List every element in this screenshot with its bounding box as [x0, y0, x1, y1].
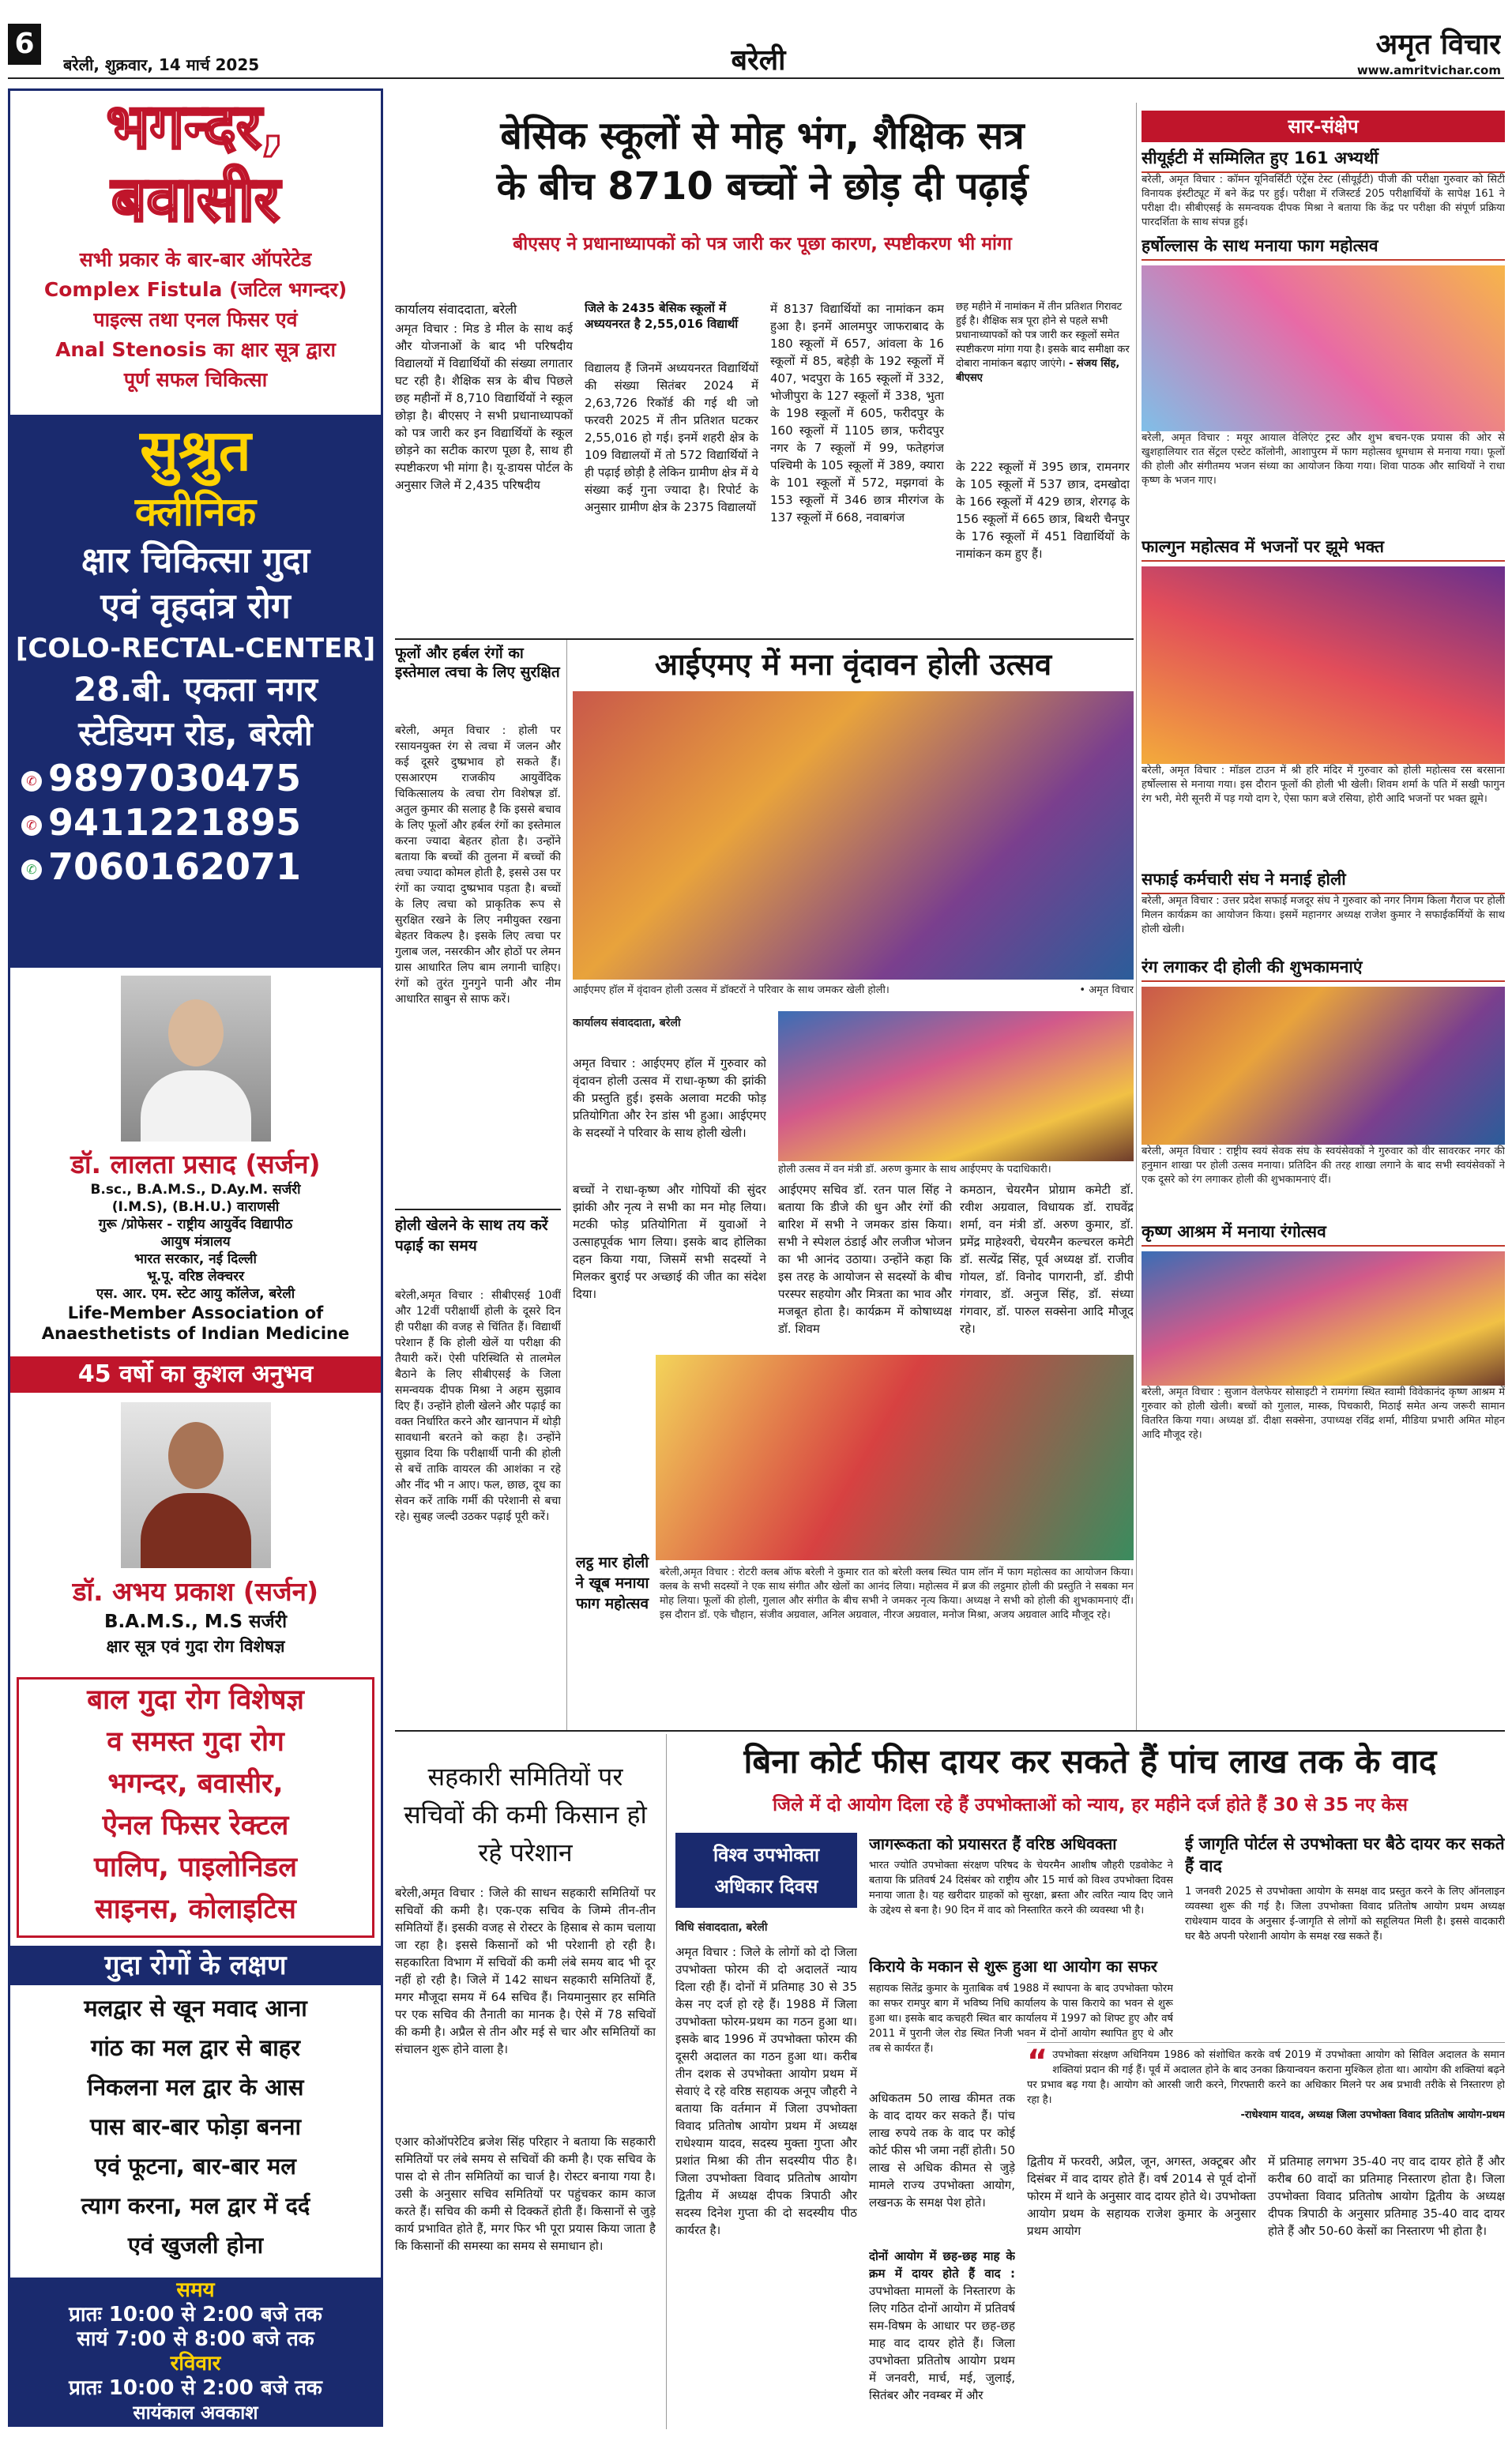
- lead-headline-line-1: बेसिक स्कूलों से मोह भंग, शैक्षिक सत्र: [500, 114, 1025, 158]
- symptoms-list: [10, 1988, 381, 2273]
- ima-photo-2-caption: होली उत्सव में वन मंत्री डॉ. अरुण कुमार के साथ आईएमए के पदाधिकारी।: [778, 1164, 1051, 1175]
- ad-title-2: बवासीर: [111, 164, 280, 235]
- doctor-2-info: [10, 1574, 381, 1669]
- doctor-1-qual-3: गुरू /प्रोफेसर - राष्ट्रीय आयुर्वेद विद्यापीठ: [98, 1217, 293, 1232]
- ima-col-3: कमठान, चेयरमैन प्रोग्राम कमेटी डॉ. रवीश अग्रवाल, विधायक डॉ. राघवेंद्र शर्मा, वन मंत्री डॉ. अरुण कुमार, डॉ. प्रमेंद्र माहेश्वरी, चेयरमैन कल्चरल कमेटी डॉ. सत्येंद्र सिंह, पूर्व अध्यक्ष डॉ. राजीव गोयल, डॉ. विनोद पागरानी, डॉ. डीपी गंगवार, डॉ. अनुज सिंह, डॉ. संध्या गंगवार, डॉ. पारुल सक्सेना आदि मौजूद रहे।: [960, 1183, 1134, 1336]
- specialist-line-5: पालिप, पाइलोनिडल: [94, 1852, 297, 1883]
- brief-6-text: बरेली, अमृत विचार : सुजान वेलफेयर सोसाइटी ने रामगंगा स्थित स्वामी विवेकानंद कृष्ण आश्रम में गुरुवार को होली खेली। बच्चों को गुलाल, मास्क, पिचकारी, मिठाई समेत अन्य जरूरी सामान वितरित किया गया। अध्यक्ष डॉ. दीक्षा सक्सेना, उपाध्यक्ष रविंद्र शर्मा, मीडिया प्रभारी अमित मोहन आदि मौजूद रहे।: [1142, 1386, 1505, 1441]
- shirt-shape: [141, 1493, 251, 1568]
- lead-headline-line-2: के बीच 8710 बच्चों ने छोड़ दी पढ़ाई: [496, 164, 1029, 209]
- lead-fact-box-1: जिले के 2435 बेसिक स्कूलों में अध्ययनरत है 2,55,016 विद्यार्थी: [585, 301, 739, 331]
- aware-headline: जागरूकता को प्रयासरत हैं वरिष्ठ अधिवक्ता: [869, 1834, 1117, 1853]
- consumer-quote-text: उपभोक्ता संरक्षण अधिनियम 1986 को संशोधित करके वर्ष 2019 में उपभोक्ता आयोग को सिविल अदालत के समान शक्तियां प्रदान की गई हैं। पूर्व में अदालत होने के बाद उनका क्रियान्वयन कराना मुश्किल होता था। आयोग की शक्तियां बढ़ने पर प्रभाव बढ़ गया है। आयोग को आरसी जारी करने, गिरफ्तारी करने का अधिकार मिलने पर अब प्रभावी तरीके से निस्तारण हो रहा है।: [1027, 2049, 1505, 2106]
- both-text: उपभोक्ता मामलों के निस्तारण के लिए गठित दोनों आयोग में प्रतिवर्ष सम-विषम के आधार पर छह-छह माह वाद दायर होते हैं। जिला उपभोक्ता प्रतितोष आयोग प्रथम में जनवरी, मार्च, मई, जुलाई, सितंबर और नवम्बर में और: [869, 2284, 1015, 2402]
- ima-photo-caption: आईएमए हॉल में वृंदावन होली उत्सव में डॉक्टरों ने परिवार के साथ जमकर खेली होली।: [573, 984, 890, 996]
- symptom-7: एवं खुजली होना: [127, 2232, 264, 2259]
- brief-5-headline: रंग लगाकर दी होली की शुभकामनाएं: [1142, 956, 1505, 982]
- exam-text: बरेली,अमृत विचार : सीबीएसई 10वीं और 12वीं परीक्षार्थी होली के दूसरे दिन ही परीक्षा की वजह से चिंतित हैं। विद्यार्थी परेशान हैं कि होली खेलें या परीक्षा की तैयारी करें। ऐसी परिस्थिति से तालमेल बैठाने के लिए सीबीएसई के जिला समन्वयक दीपक मिश्रा ने अहम सुझाव दिए हैं। उन्होंने होली खेलने और पढ़ाई का वक्त निर्धारित करने और खानपान में थोड़ी सावधानी बरतने को कहा है। उन्होंने सुझाव दिया कि परीक्षार्थी पानी की होली से बचें ताकि वायरल की आशंका न रहे और नींद भी न आए। फल, छाछ, दूध का सेवन करें ताकि गर्मी की परेशानी से बचा रहे। सुबह जल्दी उठकर पढ़ाई पूरी करें।: [395, 1289, 561, 1523]
- symptom-3: निकलना मल द्वार के आस: [87, 2074, 304, 2101]
- timing-title: समय: [176, 2278, 215, 2302]
- clinic-block: [10, 415, 381, 968]
- consumer-quote: [1027, 2042, 1505, 2149]
- ima-byline: कार्यालय संवाददाता, बरेली: [573, 1017, 681, 1029]
- brief-1-headline: सीयूईटी में सम्मिलित हुए 161 अभ्यर्थी: [1142, 147, 1505, 173]
- doctor-1-qual-9: Anaesthetists of Indian Medicine: [41, 1324, 350, 1343]
- symptom-6: त्याग करना, मल द्वार में दर्द: [81, 2192, 310, 2219]
- ad-title-1: भगन्दर,: [106, 92, 285, 163]
- lead-col-1: अमृत विचार : मिड डे मील के साथ कई और योजनाओं के बाद भी परिषदीय विद्यालयों में विद्यार्थियों की संख्या लगातार घट रही है। शैक्षिक सत्र के बीच पिछले छह महीनों में 8,710 विद्यार्थियों ने स्कूल छोड़ा है। बीएसए ने सभी प्रधानाध्यापकों को पत्र जारी कर इन विद्यार्थियों के स्कूल छोड़ने का सटीक कारण पूछा है, साथ ही स्पष्टीकरण भी मांगा है। यू-डायस पोर्टल के अनुसार जिले में 2,435 परिषदीय: [395, 322, 573, 492]
- sunday-label: रविवार: [170, 2352, 221, 2375]
- clinic-spec-3: [COLO-RECTAL-CENTER]: [15, 633, 376, 664]
- doctor-1-qual-7: एस. आर. एम. स्टेट आयु कॉलेज, बरेली: [96, 1286, 295, 1302]
- brand-logo: अमृत विचार: [1375, 28, 1501, 61]
- page-number: 6: [8, 24, 41, 65]
- consumer-col-2: अधिकतम 50 लाख कीमत तक के वाद दायर कर सकते हैं। पांच लाख रुपये तक के वाद पर कोई कोर्ट फीस भी जमा नहीं होती। 50 लाख से अधिक कीमत से जुड़े मामले राज्य उपभोक्ता आयोग, लखनऊ के समक्ष पेश होते।: [869, 2091, 1015, 2210]
- lathmar-text: बरेली,अमृत विचार : रोटरी क्लब ऑफ बरेली ने कुमार रात को बरेली क्लब स्थित पाम लॉन में फाग महोत्सव का आयोजन किया। क्लब के सभी सदस्यों ने एक साथ संगीत और खेलों का आनंद लिया। महोत्सव में ब्रज की लट्ठमार होली की प्रस्तुति ने सबका मन मोह लिया। फूलों की होली, गुलाल और संगीत के बीच सभी ने जमकर नृत्य किया। अध्यक्ष ने सभी को होली की शुभकामनाएं दीं। इस दौरान डॉ. एके चौहान, संजीव अग्रवाल, अनिल अग्रवाल, नीरज अग्रवाल, मनोज मिश्रा, अजय अग्रवाल आदि मौजूद रहे।: [660, 1567, 1134, 1621]
- service-line-5: पूर्ण सफल चिकित्सा: [123, 368, 268, 391]
- cooperative-text-2: एआर कोऑपरेटिव ब्रजेश सिंह परिहार ने बताया कि सहकारी समितियों पर लंबे समय से सचिवों की कमी है। एक सचिव के पास दो से तीन समितियों का चार्ज है। रोस्टर बनाया गया है। उसी के अनुसार सचिव समितियों पर पहुंचकर काम काज करते हैं। सचिव की कमी से दिक्कतें होती हैं। किसानों से जुड़े कार्य प्रभावित होते हैं, मगर फिर भी पूरा प्रयास किया जाता है कि किसानों की समस्या का समय से समाधान हो।: [395, 2135, 656, 2253]
- brief-5-photo: [1142, 987, 1505, 1145]
- specialist-line-6: साइनस, कोलाइटिस: [95, 1894, 296, 1925]
- lead-quote-sign: - संजय सिंह, बीएसए: [956, 358, 1120, 384]
- exam-headline: होली खेलने के साथ तय करें पढ़ाई का समय: [395, 1209, 561, 1280]
- portal-headline: ई जागृति पोर्टल से उपभोक्ता घर बैठे दायर कर सकते हैं वाद: [1185, 1834, 1505, 1875]
- phone-row-2: [10, 800, 381, 844]
- consumer-both-block: [869, 2248, 1015, 2425]
- clinic-address-2: स्टेडियम रोड, बरेली: [78, 714, 313, 753]
- timing-line-2: सायं 7:00 से 8:00 बजे तक: [77, 2327, 314, 2351]
- lead-col-4: के 222 स्कूलों में 395 छात्र, रामनगर के 105 स्कूलों में 537 छात्र, दमखोदा के 166 स्कूलों में 429 छात्र, शेरगढ़ के 156 स्कूलों में 665 छात्र, बिथरी चैनपुर के 176 स्कूलों में 451 विद्यार्थियों के नामांकन कम हुए हैं।: [956, 460, 1130, 561]
- aware-text: भारत ज्योति उपभोक्ता संरक्षण परिषद के चेयरमैन आशीष जौहरी एडवोकेट ने बताया कि प्रतिवर्ष 24 दिसंबर को राष्ट्रीय और 15 मार्च को विश्व उपभोक्ता दिवस मनाया जाता है। यह खरीदार ग्राहकों को सुरक्षा, ब्रस्ता और त्वरित न्याय दिए जाने के उद्देश्य से बना है। 90 दिन में वाद को निस्तारित करने की व्यवस्था भी है।: [869, 1860, 1173, 1917]
- specialist-line-2: व समस्त गुदा रोग: [107, 1726, 284, 1758]
- symptom-1: मलद्वार से खून मवाद आना: [84, 1995, 307, 2022]
- face-shape: [168, 999, 224, 1066]
- brief-2-headline: हर्षोल्लास के साथ मनाया फाग महोत्सव: [1142, 235, 1505, 261]
- ima-col-0: बच्चों ने राधा-कृष्ण और गोपियों की सुंदर झांकी और नृत्य ने सभी का मन मोह लिया। मटकी फोड़ प्रतियोगिता में युवाओं ने उत्साहपूर्वक भाग लिया। इसके बाद होलिका दहन किया गया, जिसमें सभी सदस्यों ने मिलकर बुराई पर अच्छाई की जीत का संदेश दिया।: [573, 1183, 766, 1301]
- lead-byline: कार्यालय संवाददाता, बरेली: [395, 302, 517, 316]
- symptom-4: पास बार-बार फोड़ा बनना: [90, 2113, 301, 2140]
- doctor-2-qual-1: B.A.M.S., M.S सर्जरी: [103, 1612, 288, 1632]
- doctor-1-qual-1: B.sc., B.A.M.S., D.Ay.M. सर्जरी: [90, 1182, 301, 1198]
- rent-text: सहायक सितेंद्र कुमार के मुताबिक वर्ष 1988 में स्थापना के बाद उपभोक्ता फोरम का सफर रामपुर बाग में भविष्य निधि कार्यालय के पास किराये का भवन से शुरू हुआ था। इसके बाद कचहरी स्थित बार कार्यालय में 1997 को शिफ्ट हुए और वर्ष 2011 में पुरानी जेल रोड स्थित निजी भवन में दोनों आयोग स्थापित हुए थे और तब से कार्यरत हैं।: [869, 1983, 1173, 2055]
- portal-text: 1 जनवरी 2025 से उपभोक्ता आयोग के समक्ष वाद प्रस्तुत करने के लिए ऑनलाइन व्यवस्था शुरू की गई है। जिला उपभोक्ता विवाद प्रतितोष आयोग प्रथम अध्यक्ष राधेश्याम यादव के अनुसार ई-जागृति से लोगों को सहूलियत मिली है। इससे वादकारी घर बैठे अपनी परेशानी आयोग के समक्ष रख सकते हैं।: [1185, 1886, 1505, 1943]
- phone-icon: ✆: [21, 771, 42, 792]
- phone-icon: ✆: [21, 815, 42, 836]
- column-divider: [1136, 103, 1137, 1730]
- clinic-sub: क्लीनिक: [134, 489, 257, 535]
- website-link[interactable]: www.amritvichar.com: [1356, 63, 1501, 77]
- consumer-col-3: द्वितीय में फरवरी, अप्रैल, जून, अगस्त, अक्टूबर और दिसंबर में वाद दायर होते हैं। वर्ष 2014 से पूर्व दोनों फोरम में थाने के अनुसार वाद दायर होते थे। उपभोक्ता आयोग प्रथम के सहायक राजेश कुमार के अनुसार प्रथम आयोग: [1027, 2154, 1256, 2238]
- brief-4-headline: सफाई कर्मचारी संघ ने मनाई होली: [1142, 868, 1505, 894]
- brief-3-headline: फाल्गुन महोत्सव में भजनों पर झूमे भक्त: [1142, 536, 1505, 562]
- brief-3-photo: [1142, 566, 1505, 764]
- consumer-headline: बिना कोर्ट फीस दायर कर सकते हैं पांच लाख तक के वाद: [743, 1742, 1437, 1781]
- both-headline: दोनों आयोग में छह-छह माह के क्रम में दायर होते हैं वाद :: [869, 2249, 1015, 2281]
- timing-line-3: प्रातः 10:00 से 2:00 बजे तक: [69, 2376, 322, 2400]
- doctor-1-qual-2: (I.M.S), (B.H.U.) वाराणसी: [111, 1199, 280, 1215]
- lathmar-headline: लट्ठ मार होली ने खूब मनाया फाग महोत्सव: [575, 1554, 649, 1612]
- clinic-address-1: 28.बी. एकता नगर: [73, 670, 318, 709]
- masthead: [0, 0, 1512, 79]
- consumer-col-1: अमृत विचार : जिले के लोगों को दो जिला उपभोक्ता फोरम की दो अदालतें न्याय दिला रही हैं। दोनों में प्रतिमाह 30 से 35 केस नए दर्ज हो रहे हैं। 1988 में जिला उपभोक्ता फोरम-प्रथम का गठन हुआ था। इसके बाद 1996 में उपभोक्ता फोरम की दूसरी अदालत का गठन हुआ था। करीब तीन दशक से उपभोक्ता आयोग प्रथम में सेवाएं दे रहे वरिष्ठ सहायक अनूप जौहरी ने बताया कि वर्तमान में जिला उपभोक्ता विवाद प्रतितोष आयोग प्रथम में अध्यक्ष राधेश्याम यादव, सदस्य मुक्ता गुप्ता और प्रशांत मिश्रा की तीन सदस्यीय पीठ है। जिला उपभोक्ता विवाद प्रतितोष आयोग द्वितीय में अध्यक्ष दीपक त्रिपाठी और सदस्य दिनेश गुप्ता की दो सदस्यीय पीठ कार्यरत है।: [675, 1945, 857, 2237]
- doctor-1-qual-5: भारत सरकार, नई दिल्ली: [134, 1251, 257, 1267]
- clinic-spec-2: एवं वृहदांत्र रोग: [100, 586, 291, 626]
- specialist-line-1: बाल गुदा रोग विशेषज्ञ: [87, 1684, 304, 1716]
- doctor-2-name: डॉ. अभय प्रकाश (सर्जन): [72, 1576, 319, 1607]
- herbal-headline: फूलों और हर्बल रंगों का इस्तेमाल त्वचा के लिए सुरक्षित: [395, 645, 560, 681]
- phone-number-3[interactable]: 7060162071: [48, 845, 302, 888]
- clinic-spec-1: क्षार चिकित्सा गुदा: [81, 540, 310, 581]
- service-line-1: सभी प्रकार के बार-बार ऑपरेटेड: [79, 248, 312, 271]
- ima-photo-credit: • अमृत विचार: [1079, 984, 1134, 996]
- ima-photo: [573, 691, 1134, 980]
- lead-col-3: में 8137 विद्यार्थियों का नामांकन कम हुआ है। इनमें आलमपुर जाफराबाद के 180 स्कूलों में 657, आंवला के 16 स्कूलों में 85, बहेड़ी के 192 स्कूलों में 407, भदपुरा के 165 स्कूलों में 332, भोजीपुरा के 127 स्कूलों में 338, भुता के 198 स्कूलों में 605, फरीदपुर के 160 स्कूलों में 1105 छात्र, फरीदपुर नगर के 7 स्कूलों में 99, फतेहगंज पश्चिमी के 105 स्कूलों में 389, क्यारा के 101 स्कूलों में 572, मझगवां के 153 स्कूलों में 346 छात्र मीरगंज के 137 स्कूलों में 668, नवाबगंज: [770, 302, 944, 525]
- clinic-name: सुश्रुत: [140, 417, 251, 483]
- consumer-quote-sign: -राधेश्याम यादव, अध्यक्ष जिला उपभोक्ता विवाद प्रतितोष आयोग-प्रथम: [1240, 2109, 1505, 2121]
- phone-number-1[interactable]: 9897030475: [48, 757, 302, 799]
- specialist-list: [17, 1677, 374, 1938]
- phone-row-1: [10, 756, 381, 800]
- dateline: बरेली, शुक्रवार, 14 मार्च 2025: [63, 55, 260, 74]
- lead-subhead: बीएसए ने प्रधानाध्यापकों को पत्र जारी कर पूछा कारण, स्पष्टीकरण भी मांगा: [513, 234, 1012, 254]
- doctor-2-photo: [121, 1402, 271, 1568]
- experience-banner: 45 वर्षो का कुशल अनुभव: [10, 1356, 381, 1393]
- column-divider: [566, 640, 567, 1730]
- brief-3-text: बरेली, अमृत विचार : मॉडल टाउन में श्री हरि मंदिर में गुरुवार को होली महोत्सव रस बरसाना हर्षोल्लास से मनाया गया। इस दौरान फूलों की होली भी खेली। शिवम शर्मा के पति में सखी फागुन रंग भरी, मेरी सूनरी में पड़ गयो दाग रे, ऐसा फाग बजे रसिया, होरी आदि भजनों पर भक्त झूमे।: [1142, 765, 1505, 805]
- ima-photo-2: [778, 1011, 1134, 1161]
- symptom-2: गांठ का मल द्वार से बाहर: [91, 2034, 300, 2061]
- specialist-line-3: भगन्दर, बवासीर,: [107, 1768, 284, 1800]
- timing-line-4: सायंकाल अवकाश: [133, 2402, 258, 2424]
- timing-line-1: प्रातः 10:00 से 2:00 बजे तक: [69, 2303, 322, 2327]
- doctor-1-qual-8: Life-Member Association of: [67, 1303, 324, 1322]
- section-rule: [395, 1730, 1505, 1732]
- phone-number-2[interactable]: 9411221895: [48, 801, 302, 844]
- ad-title-block: [10, 91, 381, 241]
- consumer-day-line-1: विश्व उपभोक्ता: [713, 1844, 820, 1866]
- consumer-day-line-2: अधिकार दिवस: [714, 1875, 818, 1898]
- ima-col-1: अमृत विचार : आईएमए हॉल में गुरुवार को वृंदावन होली उत्सव में राधा-कृष्ण की झांकी की प्रस्तुति हुई। इसके अलावा मटकी फोड़ प्रतियोगिता और रेन डांस भी हुआ। आईएमए के सदस्यों ने परिवार के साथ होली खेली।: [573, 1056, 766, 1140]
- column-divider: [666, 1734, 667, 2429]
- cooperative-text-1: बरेली,अमृत विचार : जिले की साधन सहकारी समितियों पर सचिवों की कमी है। एक-एक सचिव के जिम्मे तीन-तीन समितियों हैं। इसकी वजह से रोस्टर के हिसाब से काम चलाया जा रहा है। इससे किसानों को भी परेशानी हो रही है। सहकारिता विभाग में सचिवों की कमी लंबे समय बाद भी दूर नहीं हो रही है। जिले में 142 साधन सहकारी समितियों हैं, मगर मौजूदा समय में 64 सचिव हैं। नियमानुसार हर समिति पर एक सचिव की तैनाती का मानक है। ऐसे में 78 सचिवों की कमी है। अप्रैल से तीन और मई से चार और समितियों का संचालन शुरू होने वाला है।: [395, 1886, 656, 2056]
- lead-col-2: विद्यालय हैं जिनमें अध्ययनरत विद्यार्थियों की संख्या सितंबर 2024 में 2,63,726 रिकॉर्ड की गई थी जो फरवरी 2025 में तीन प्रतिशत घटकर 2,55,016 हो गई। इनमें शहरी क्षेत्र के 109 विद्यालयों में तो 572 विद्यार्थियों ने ही पढ़ाई छोड़ी है लेकिन ग्रामीण क्षेत्र में ये संख्या कई गुना ज्यादा है। रिपोर्ट के अनुसार ग्रामीण क्षेत्र के 2375 विद्यालयों: [585, 361, 758, 514]
- doctor-1-name: डॉ. लालता प्रसाद (सर्जन): [70, 1149, 321, 1179]
- whatsapp-icon: ✆: [21, 860, 42, 880]
- brief-4-text: बरेली, अमृत विचार : उत्तर प्रदेश सफाई मजदूर संघ ने गुरुवार को नगर निगम किला गैराज पर होली मिलन कार्यक्रम का आयोजन किया। इसमें महानगर अध्यक्ष राजेश कुमार ने सफाईकर्मियों के साथ होली खेली।: [1142, 895, 1505, 935]
- ima-headline: आईएमए में मना वृंदावन होली उत्सव: [654, 647, 1052, 682]
- consumer-byline: विधि संवाददाता, बरेली: [675, 1921, 768, 1934]
- section-name: बरेली: [731, 44, 786, 77]
- consumer-subhead: जिले में दो आयोग दिला रहे हैं उपभोक्ताओं को न्याय, हर महीने दर्ज होते हैं 30 से 35 नए केस: [773, 1795, 1408, 1815]
- ad-services: [10, 245, 381, 411]
- symptom-5: एवं फूटना, बार-बार मल: [95, 2153, 296, 2180]
- news-brief-sidebar: [1142, 111, 1505, 1722]
- doctor-1-qual-4: आयुष मंत्रालय: [160, 1234, 231, 1250]
- doctor-1-info: [10, 1148, 381, 1353]
- header-rule: [8, 77, 1504, 79]
- phone-row-3: [10, 844, 381, 889]
- sidebar-title: सार-संक्षेप: [1142, 111, 1505, 142]
- service-line-3: पाइल्स तथा एनल फिसर एवं: [93, 308, 298, 331]
- shirt-shape: [141, 1070, 251, 1142]
- service-line-4: Anal Stenosis का क्षार सूत्र द्वारा: [55, 338, 336, 361]
- face-shape: [168, 1422, 224, 1489]
- doctor-1-qual-6: भू.पू. वरिष्ठ लेक्चरर: [146, 1269, 245, 1285]
- timing-block: [10, 2278, 381, 2424]
- clinic-advertisement: [8, 88, 383, 2427]
- consumer-day-box: [675, 1833, 857, 1908]
- lead-headline: [395, 111, 1130, 221]
- lathmar-photo: [656, 1355, 1134, 1560]
- quote-mark-icon: “: [1027, 2044, 1048, 2080]
- lead-quote-text: छह महीने में नामांकन में तीन प्रतिशत गिरावट हुई है। शैक्षिक सत्र पूरा होने से पहले सभी प्रधानाध्यापकों को पत्र जारी कर स्कूलों समेत स्पष्टीकरण मांगा गया है। इसके बाद समीक्षा कर दोबारा नामांकन बढ़ाए जाएंगे।: [956, 301, 1130, 370]
- lead-quote-box: [956, 300, 1130, 442]
- brief-1-text: बरेली, अमृत विचार : कॉमन यूनिवर्सिटी एंट्रेंस टेस्ट (सीयूईटी) पीजी की परीक्षा गुरुवार को सिटी विनायक इंस्टीट्यूट में बने केंद्र पर हुई। परीक्षा में रजिस्टर्ड 205 परीक्षार्थियों के सापेक्ष 161 ने परीक्षा दी। सीबीएसई के समन्वयक दीपक मिश्रा ने बताया कि केंद्र पर परीक्षा की संपूर्ण प्रक्रिया पारदर्शिता के साथ संपन्न हुई।: [1142, 174, 1505, 228]
- section-rule: [395, 638, 1134, 640]
- brief-5-text: बरेली, अमृत विचार : राष्ट्रीय स्वयं सेवक संघ के स्वयंसेवकों ने गुरुवार को वीर सावरकर नगर की हनुमान शाखा पर होली उत्सव मनाया। प्रतिदिन की तरह शाखा लगाने के बाद सभी स्वयंसेवकों ने एक दूसरे को रंग लगाकर होली की शुभकामनाएं दीं।: [1142, 1145, 1505, 1186]
- rent-headline: किराये के मकान से शुरू हुआ था आयोग का सफर: [869, 1957, 1157, 1976]
- symptoms-title: गुदा रोगों के लक्षण: [10, 1946, 381, 1985]
- ima-col-2: आईएमए सचिव डॉ. रतन पाल सिंह ने बताया कि डीजे की धुन और रंगों की बारिश में सभी ने जमकर डांस किया। सभी ने स्पेशल ठंडाई और लजीज भोजन का भी आनंद उठाया। उन्होंने कहा कि इस तरह के आयोजन से सदस्यों के बीच परस्पर सहयोग और मित्रता का भाव और मजबूत होता है। कार्यक्रम में कोषाध्यक्ष डॉ. शिवम: [778, 1183, 952, 1336]
- consumer-col-4: में प्रतिमाह लगभग 35-40 नए वाद दायर होते हैं और करीब 60 वादों का प्रतिमाह निस्तारण होता है। जिला उपभोक्ता विवाद प्रतितोष आयोग द्वितीय के अध्यक्ष दीपक त्रिपाठी के अनुसार प्रतिमाह 35-40 वाद दायर होते हैं और 50-60 केसों का निस्तारण भी होता है।: [1268, 2154, 1505, 2238]
- herbal-text: बरेली, अमृत विचार : होली पर रसायनयुक्त रंग से त्वचा में जलन और कई दूसरे दुष्प्रभाव हो सकते हैं। एसआरएम राजकीय आयुर्वेदिक चिकित्सालय के त्वचा रोग विशेषज्ञ डॉ. अतुल कुमार की सलाह है कि इससे बचाव के लिए फूलों और हर्बल रंगों का इस्तेमाल करना ज्यादा बेहतर होता है। उन्होंने बताया कि बच्चों की तुलना में बच्चों की त्वचा ज्यादा कोमल होती है, इससे उस पर रंगों का ज्यादा दुष्प्रभाव पड़ता है। बच्चों के लिए त्वचा को प्राकृतिक रूप से सुरक्षित रखने के लिए नमीयुक्त रखना बेहतर विकल्प है। इसके लिए त्वचा पर गुलाब जल, नसरकीन और होठों पर लेमन ग्रास आधारित लिप बाम लगानी चाहिए। रंगों को तुरंत गुनगुने पानी और नीम आधारित साबुन से साफ करें।: [395, 724, 561, 1006]
- brief-2-photo: [1142, 265, 1505, 431]
- specialist-line-4: ऐनल फिसर रेक्टल: [102, 1810, 289, 1841]
- brief-6-headline: कृष्ण आश्रम में मनाया रंगोत्सव: [1142, 1221, 1505, 1247]
- service-line-2: Complex Fistula (जटिल भगन्दर): [43, 278, 348, 301]
- doctor-1-photo: [121, 976, 271, 1142]
- doctor-2-qual-2: क्षार सूत्र एवं गुदा रोग विशेषज्ञ: [106, 1637, 285, 1656]
- brief-2-text: बरेली, अमृत विचार : मयूर आयाल वेलिएंट ट्रस्ट और शुभ बचन-एक प्रयास की ओर से खुशहालियार रात सेंट्रल एस्टेट कॉलोनी, आशापुरम में फाग महोत्सव धूमधाम से मनाया गया। फूलों की होली और संगीतमय भजन संध्या का आयोजन किया गया। शिवा पाठक और साथियों ने राधा कृष्ण के भजन गाए।: [1142, 432, 1505, 487]
- cooperative-headline: सहकारी समितियों पर सचिवों की कमी किसान हो रहे परेशान: [404, 1762, 647, 1868]
- brief-6-photo: [1142, 1251, 1505, 1386]
